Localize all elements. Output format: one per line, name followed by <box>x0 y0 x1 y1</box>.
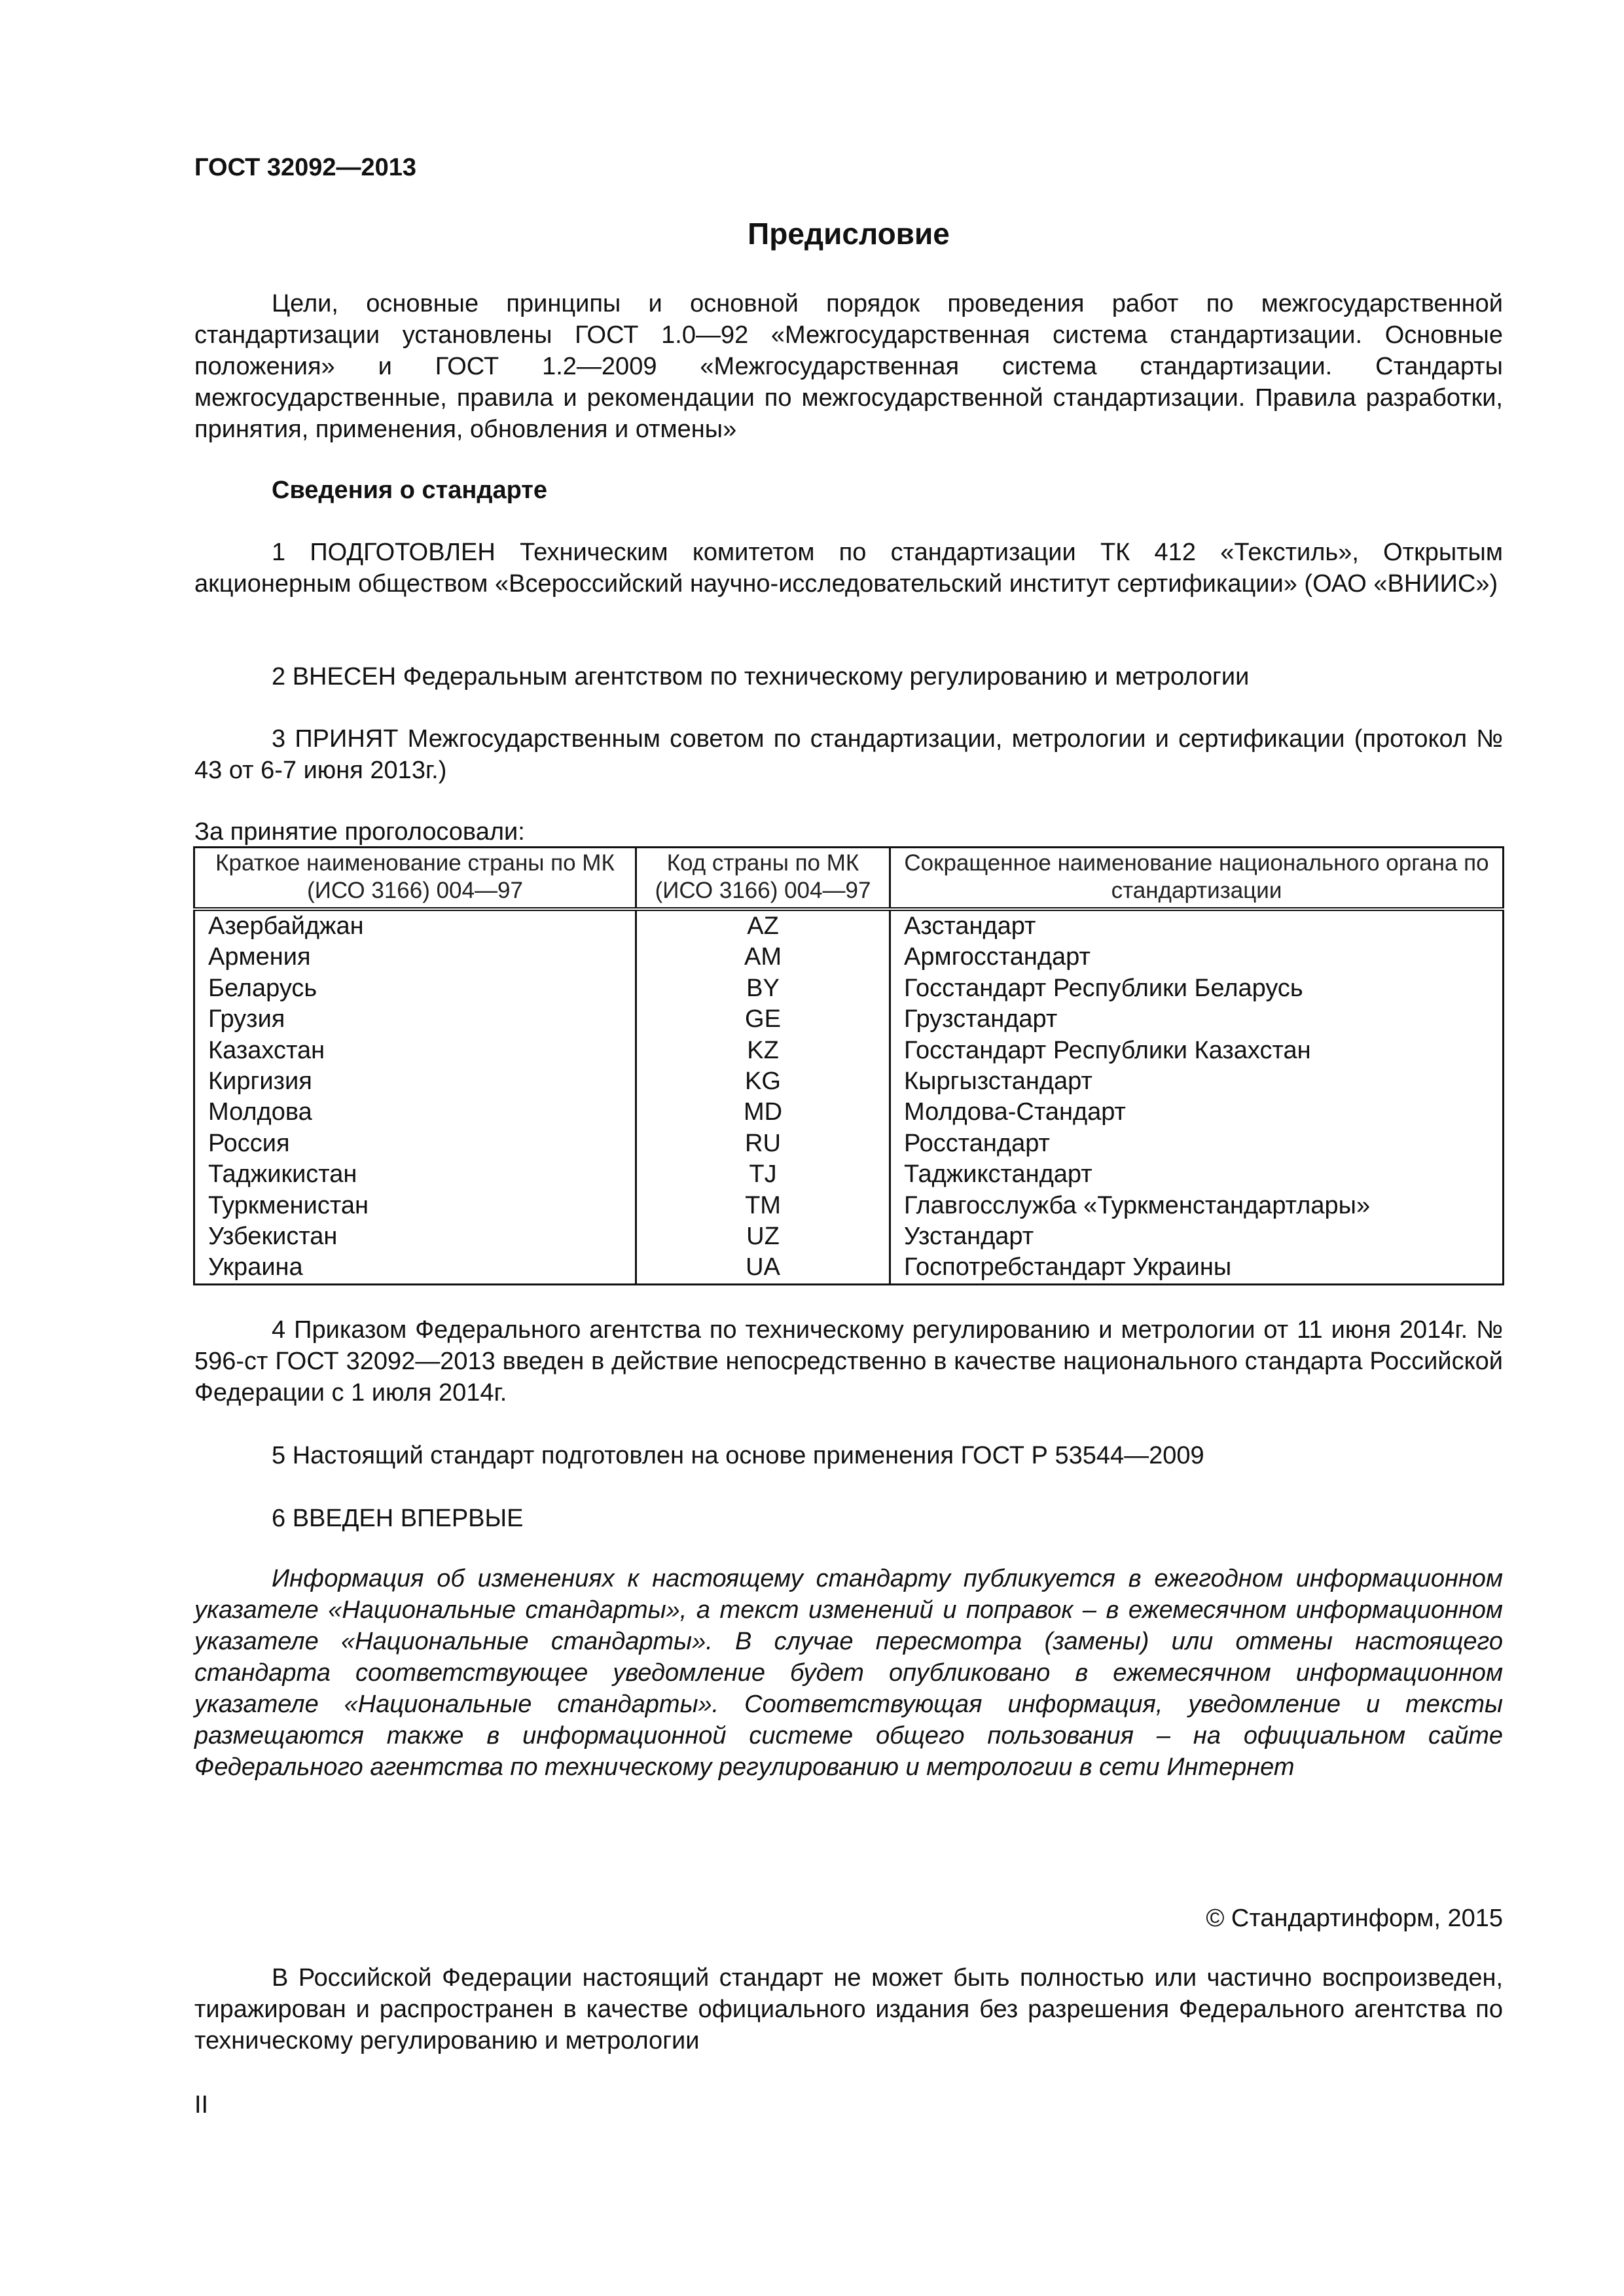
cell-country: Россия <box>194 1128 636 1159</box>
cell-standards-body: Главгосслужба «Туркменстандартлары» <box>890 1191 1504 1221</box>
cell-country: Беларусь <box>194 973 636 1004</box>
cell-code: AZ <box>636 909 890 942</box>
cell-code: AM <box>636 942 890 973</box>
cell-code: KG <box>636 1066 890 1097</box>
table-row <box>194 909 1504 942</box>
vote-label: За принятие проголосовали: <box>194 818 525 846</box>
cell-country: Казахстан <box>194 1035 636 1066</box>
cell-standards-body: Госстандарт Республики Беларусь <box>890 973 1504 1004</box>
cell-standards-body: Молдова-Стандарт <box>890 1097 1504 1128</box>
table-row <box>194 1066 1504 1097</box>
table-row <box>194 1159 1504 1190</box>
voting-countries-table <box>193 846 1504 1285</box>
table-row <box>194 1004 1504 1035</box>
cell-country: Туркменистан <box>194 1191 636 1221</box>
cell-standards-body: Узстандарт <box>890 1221 1504 1252</box>
intro-paragraph: Цели, основные принципы и основной порядок проведения работ по межгосударственной стандартизации установлены ГОСТ 1.0—92 «Межгосударственная система стандартизации. Основные положения» и ГОСТ 1.2—2009 «Межгосударственная система стандартизации. Стандарты межгосударственные, правила и рекомендации по межгосударственной стандартизации. Правила разработки, принятия, применения, обновления и отмены» <box>194 290 1503 443</box>
changes-info-note: Информация об изменениях к настоящему стандарту публикуется в ежегодном информационном указателе «Национальные стандарты», а текст изменений и поправок – в ежемесячном информационном указателе «Национальные стандарты». В случае пересмотра (замены) или отмены настоящего стандарта соответствующее уведомление будет опубликовано в ежемесячном информационном указателе «Национальные стандарты». Соответствующая информация, уведомление и тексты размещаются также в информационной системе общего пользования – на официальном сайте Федерального агентства по техническому регулированию и метрологии в сети Интернет <box>194 1565 1503 1781</box>
item-2-submitted: 2 ВНЕСЕН Федеральным агентством по техническому регулированию и метрологии <box>272 663 1250 691</box>
cell-code: KZ <box>636 1035 890 1066</box>
column-header-code: Код страны по МК (ИСО 3166) 004—97 <box>636 848 890 910</box>
cell-country: Азербайджан <box>194 909 636 942</box>
item-3-adopted: 3 ПРИНЯТ Межгосударственным советом по стандартизации, метрологии и сертификации (протокол № 43 от 6-7 июня 2013г.) <box>194 725 1503 784</box>
cell-country: Узбекистан <box>194 1221 636 1252</box>
column-header-country: Краткое наименование страны по МК (ИСО 3166) 004—97 <box>194 848 636 910</box>
cell-country: Таджикистан <box>194 1159 636 1190</box>
column-header-body: Сокращенное наименование национального органа по стандартизации <box>890 848 1504 910</box>
item-4-order: 4 Приказом Федерального агентства по техническому регулированию и метрологии от 11 июня 2014г. № 596-ст ГОСТ 32092—2013 введен в действие непосредственно в качестве национального стандарта Российской Федерации с 1 июля 2014г. <box>194 1316 1503 1407</box>
cell-standards-body: Таджикстандарт <box>890 1159 1504 1190</box>
cell-code: TM <box>636 1191 890 1221</box>
table-row <box>194 973 1504 1004</box>
section-heading: Сведения о стандарте <box>272 476 548 504</box>
item-6-introduced: 6 ВВЕДЕН ВПЕРВЫЕ <box>272 1505 524 1532</box>
table-row <box>194 1097 1504 1128</box>
page-title: Предисловие <box>748 217 950 251</box>
table-row <box>194 1191 1504 1221</box>
cell-code: UZ <box>636 1221 890 1252</box>
page-number: II <box>194 2091 209 2119</box>
cell-standards-body: Армгосстандарт <box>890 942 1504 973</box>
cell-code: BY <box>636 973 890 1004</box>
table-row <box>194 1035 1504 1066</box>
cell-standards-body: Госстандарт Республики Казахстан <box>890 1035 1504 1066</box>
table-row <box>194 1128 1504 1159</box>
item-5-basis: 5 Настоящий стандарт подготовлен на основе применения ГОСТ Р 53544—2009 <box>272 1442 1204 1469</box>
cell-standards-body: Кыргызстандарт <box>890 1066 1504 1097</box>
cell-standards-body: Грузстандарт <box>890 1004 1504 1035</box>
table-row <box>194 1252 1504 1284</box>
cell-country: Молдова <box>194 1097 636 1128</box>
copyright-line: © Стандартинформ, 2015 <box>1206 1905 1503 1932</box>
standard-code-header: ГОСТ 32092—2013 <box>194 154 417 181</box>
cell-country: Грузия <box>194 1004 636 1035</box>
cell-code: GE <box>636 1004 890 1035</box>
cell-code: UA <box>636 1252 890 1284</box>
cell-code: MD <box>636 1097 890 1128</box>
cell-standards-body: Азстандарт <box>890 909 1504 942</box>
item-1-prepared: 1 ПОДГОТОВЛЕН Техническим комитетом по стандартизации ТК 412 «Текстиль», Открытым акционерным обществом «Всероссийский научно-исследовательский институт сертификации» (ОАО «ВНИИС») <box>194 539 1503 598</box>
table-header-row <box>194 848 1504 910</box>
table-row <box>194 1221 1504 1252</box>
cell-standards-body: Росстандарт <box>890 1128 1504 1159</box>
cell-code: TJ <box>636 1159 890 1190</box>
cell-code: RU <box>636 1128 890 1159</box>
cell-country: Армения <box>194 942 636 973</box>
cell-country: Украина <box>194 1252 636 1284</box>
cell-country: Киргизия <box>194 1066 636 1097</box>
cell-standards-body: Госпотребстандарт Украины <box>890 1252 1504 1284</box>
reproduction-notice: В Российской Федерации настоящий стандарт не может быть полностью или частично воспроизведен, тиражирован и распространен в качестве официального издания без разрешения Федерального агентства по техническому регулированию и метрологии <box>194 1964 1503 2054</box>
table-row <box>194 942 1504 973</box>
